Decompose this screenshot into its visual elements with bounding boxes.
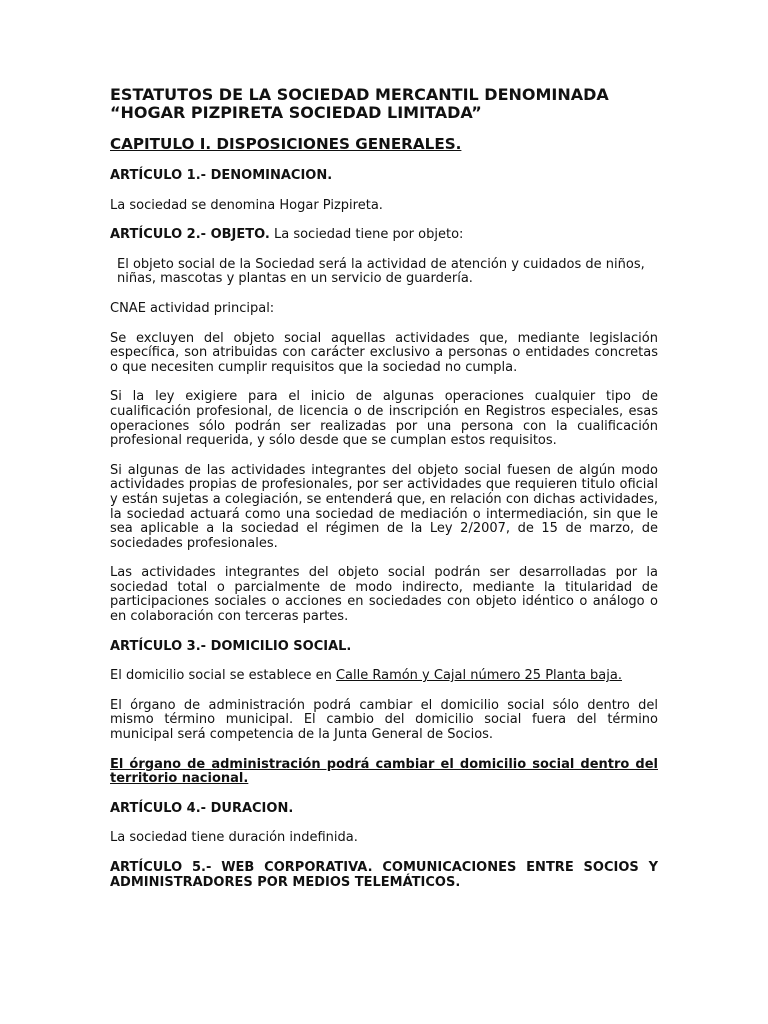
article-2-paragraph-3: Si algunas de las actividades integrantes del objeto social fuesen de algún modo actividades propias de profesionales, por ser actividades que requieren titulo oficial y están sujetas a colegiación, se entenderá que, en relación con dichas actividades, la sociedad actuará como una sociedad de mediación o intermediación, sin que le sea aplicable a la sociedad el régimen de la Ley 2/2007, de 15 de marzo, de sociedades profesionales. bbox=[110, 462, 658, 551]
article-2-lead: La sociedad tiene por objeto: bbox=[269, 227, 464, 243]
article-3-paragraph-2: El órgano de administración podrá cambiar el domicilio social dentro del territorio nacional. bbox=[110, 756, 658, 787]
article-2-cnae: CNAE actividad principal: bbox=[110, 300, 275, 316]
article-3-lead: El domicilio social se establece en bbox=[110, 668, 336, 684]
article-2-object-line-2: niñas, mascotas y plantas en un servicio de guardería. bbox=[117, 271, 473, 287]
article-2-paragraph-4: Las actividades integrantes del objeto social podrán ser desarrolladas por la sociedad total o parcialmente de modo indirecto, mediante la titularidad de participaciones sociales o acciones en sociedades con objeto idéntico o análogo o en colaboración con terceras partes. bbox=[110, 565, 658, 625]
article-2-paragraph-1: Se excluyen del objeto social aquellas actividades que, mediante legislación específica, son atribuidas con carácter exclusivo a personas o entidades concretas o que necesiten cumplir requisitos que la sociedad no cumpla. bbox=[110, 330, 658, 375]
article-4-heading: ARTÍCULO 4.- DURACION. bbox=[110, 800, 294, 816]
article-2-intro bbox=[110, 228, 658, 243]
article-1-text: La sociedad se denomina Hogar Pizpireta. bbox=[110, 197, 383, 213]
article-3-address: Calle Ramón y Cajal número 25 Planta baja. bbox=[335, 668, 622, 684]
article-1-heading: ARTÍCULO 1.- DENOMINACION. bbox=[110, 168, 333, 183]
article-4-text: La sociedad tiene duración indefinida. bbox=[110, 830, 358, 846]
article-3-heading: ARTÍCULO 3.- DOMICILIO SOCIAL. bbox=[110, 638, 352, 654]
document-title-line-2: “HOGAR PIZPIRETA SOCIEDAD LIMITADA” bbox=[110, 103, 482, 122]
article-2-object-line-1: El objeto social de la Sociedad será la actividad de atención y cuidados de niños, bbox=[117, 256, 645, 272]
article-2-object bbox=[117, 258, 658, 287]
article-3-address-line bbox=[110, 669, 658, 684]
article-2-paragraph-2: Si la ley exigiere para el inicio de algunas operaciones cualquier tipo de cualificación profesional, de licencia o de inscripción en Registros especiales, esas operaciones sólo podrán ser realizadas por una persona con la cualificación profesional requerida, y sólo desde que se cumplan estos requisitos. bbox=[110, 389, 658, 449]
article-3-paragraph-1: El órgano de administración podrá cambiar el domicilio social sólo dentro del mismo término municipal. El cambio del domicilio social fuera del término municipal será competencia de la Junta General de Socios. bbox=[110, 697, 658, 743]
document-title bbox=[110, 86, 658, 122]
chapter-heading: CAPITULO I. DISPOSICIONES GENERALES. bbox=[110, 135, 462, 153]
document-page bbox=[110, 86, 658, 905]
article-2-heading: ARTÍCULO 2.- OBJETO. bbox=[110, 227, 270, 243]
document-title-line-1: ESTATUTOS DE LA SOCIEDAD MERCANTIL DENOMINADA bbox=[110, 85, 609, 104]
article-5-heading: ARTÍCULO 5.- WEB CORPORATIVA. COMUNICACIONES ENTRE SOCIOS Y ADMINISTRADORES POR MEDIOS TELEMÁTICOS. bbox=[110, 860, 658, 890]
